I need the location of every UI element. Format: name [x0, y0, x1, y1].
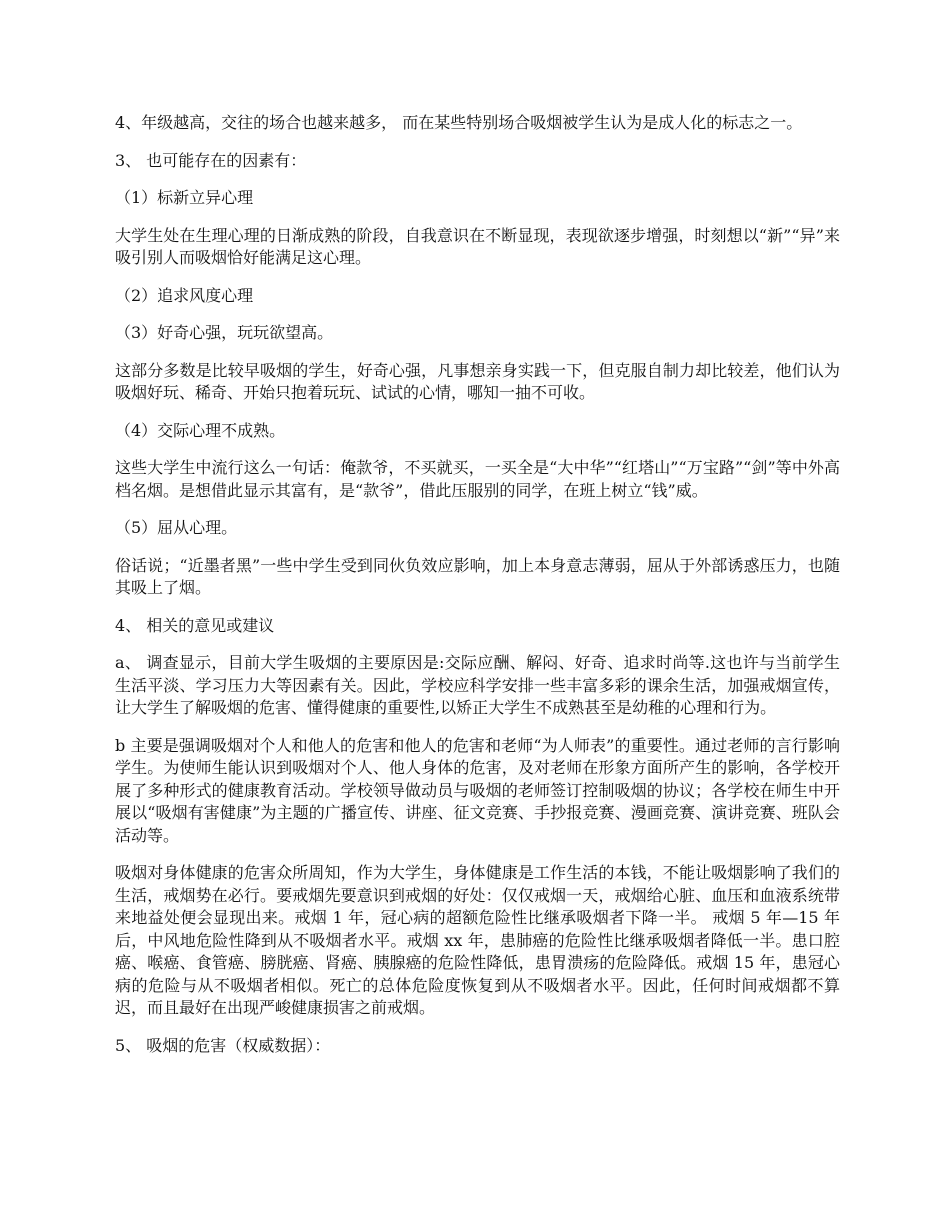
subheading-novelty-psychology: （1）标新立异心理 — [115, 188, 254, 207]
subheading-curiosity: （3）好奇心强，玩玩欲望高。 — [115, 323, 334, 342]
subheading-style-psychology: （2）追求风度心理 — [115, 285, 254, 305]
paragraph-quit-benefits: 吸烟对身体健康的危害众所周知，作为大学生，身体健康是工作生活的本钱，不能让吸烟影响了我们的生活，戒烟势在必行。要戒烟先要意识到戒烟的好处：仅仅戒烟一天，戒烟给心脏、血压和血液系统带来地益处便会显现出来。戒烟 1 年，冠心病的超额危险性比继承吸烟者下降一半。 戒烟 5 年—15 年后，中风地危险性降到从不吸烟者水平。戒烟 xx 年，患肺癌的危险性比继承吸烟者降低一半。患口腔癌、喉癌、食管癌、膀胱癌、肾癌、胰腺癌的危险性降低，患胃溃疡的危险降低。戒烟 15 年，患冠心病的危险与从不吸烟者相似。死亡的总体危险度恢复到从不吸烟者水平。因此，任何时间戒烟都不算迟，而且最好在出现严峻健康损害之前戒烟。 — [115, 863, 840, 1017]
paragraph-suggestion-a: a、 调查显示，目前大学生吸烟的主要原因是:交际应酬、解闷、好奇、追求时尚等.这也许与当前学生生活平淡、学习压力大等因素有关。因此，学校应科学安排一些丰富多彩的课余生活，加强戒烟宣传，让大学生了解吸烟的危害、懂得健康的重要性,以矫正大学生不成熟甚至是幼稚的心理和行为。 — [115, 653, 840, 717]
paragraph-conformity: 俗话说；“近墨者黑”一些中学生受到同伙负效应影响，加上本身意志薄弱，屈从于外部诱惑压力，也随其吸上了烟。 — [115, 555, 840, 597]
paragraph-suggestion-b: b 主要是强调吸烟对个人和他人的危害和他人的危害和老师“为人师表”的重要性。通过老师的言行影响学生。为使师生能认识到吸烟对个人、他人身体的危害，及对老师在形象方面所产生的影响，各学校开展了多种形式的健康教育活动。学校领导做动员与吸烟的老师签订控制吸烟的协议；各学校在师生中开展以“吸烟有害健康”为主题的广播宣传、讲座、征文竞赛、手抄报竞赛、漫画竞赛、演讲竞赛、班队会活动等。 — [115, 735, 840, 845]
subheading-conformity: （5）屈从心理。 — [115, 518, 238, 537]
heading-suggestions: 4、 相关的意见或建议 — [115, 615, 275, 635]
paragraph-social-immaturity: 这些大学生中流行这么一句话：俺款爷，不买就买，一买全是“大中华”“红塔山”“万宝路”“剑”等中外高档名烟。是想借此显示其富有，是“款爷”，借此压服别的同学，在班上树立“钱”威。 — [115, 458, 840, 500]
paragraph-novelty-psychology: 大学生处在生理心理的日渐成熟的阶段，自我意识在不断显现，表现欲逐步增强，时刻想以“新”“异”来吸引别人而吸烟恰好能满足这心理。 — [115, 225, 840, 267]
heading-possible-factors: 3、 也可能存在的因素有： — [115, 150, 307, 170]
paragraph-curiosity: 这部分多数是比较早吸烟的学生，好奇心强，凡事想亲身实践一下，但克服自制力却比较差，他们认为吸烟好玩、稀奇、开始只抱着玩玩、试试的心情，哪知一抽不可收。 — [115, 360, 840, 402]
subheading-social-immaturity: （4）交际心理不成熟。 — [115, 420, 286, 440]
paragraph-grade-social: 4、年级越高，交往的场合也越来越多， 而在某些特别场合吸烟被学生认为是成人化的标志之一。 — [115, 113, 803, 132]
document-page — [115, 112, 840, 1072]
heading-smoking-harm: 5、 吸烟的危害（权威数据）： — [115, 1035, 331, 1055]
